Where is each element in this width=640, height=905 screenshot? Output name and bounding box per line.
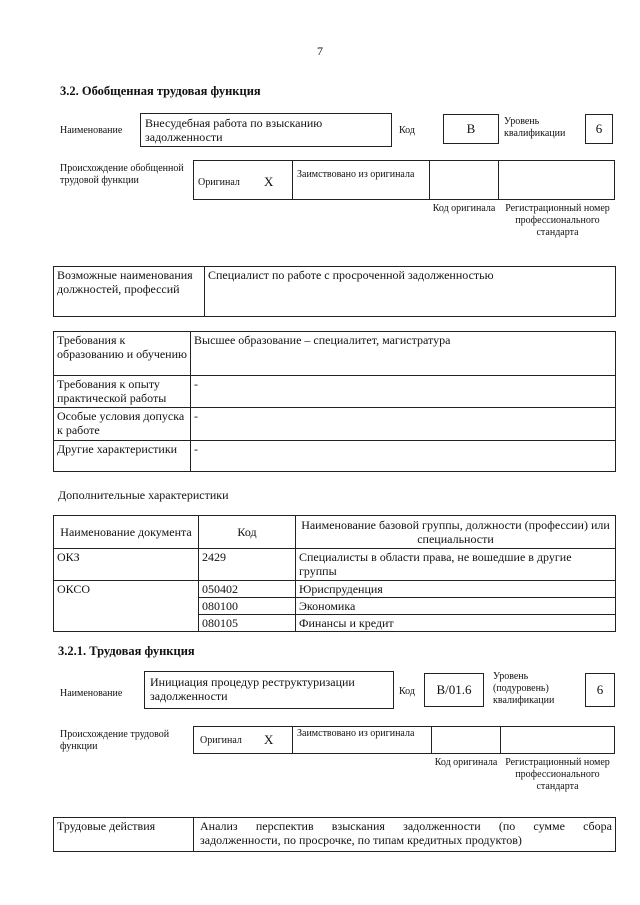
reg-number-caption: Регистрационный номер профессионального стандарта <box>505 757 610 792</box>
function-level-value: 6 <box>585 673 615 707</box>
table-cell-doc: ОКСО <box>54 581 199 632</box>
table-cell-name: Экономика <box>296 598 616 615</box>
code-value: B <box>443 114 499 144</box>
original-label: Оригинал <box>200 735 242 746</box>
name-value: Внесудебная работа по взысканию задолженности <box>145 116 323 144</box>
requirement-label: Другие характеристики <box>54 441 191 472</box>
code-label: Код <box>399 125 415 136</box>
labor-actions-line: Анализ перспектив взыскания задолженности (по сумме сбора <box>200 819 612 833</box>
requirement-label: Особые условия допуска к работе <box>54 408 191 441</box>
positions-table <box>53 266 616 317</box>
reg-number-caption: Регистрационный номер профессионального стандарта <box>505 203 610 238</box>
code-original-caption: Код оригинала <box>434 757 498 768</box>
code-label: Код <box>399 686 415 697</box>
level-value: 6 <box>585 114 613 144</box>
name-label: Наименование <box>60 125 123 136</box>
table-cell-name: Юриспруденция <box>296 581 616 598</box>
table-cell-code: 2429 <box>199 549 296 581</box>
borrowed-label: Заимствовано из оригинала <box>297 728 415 739</box>
table-cell-code: 080105 <box>199 615 296 632</box>
name-label: Наименование <box>60 688 123 699</box>
positions-value: Специалист по работе с просроченной задолженностью <box>205 267 616 317</box>
header-code: Код <box>199 516 296 549</box>
positions-label: Возможные наименования должностей, профессий <box>54 267 205 317</box>
origin-label: Происхождение трудовой функции <box>60 729 170 752</box>
function-name-box <box>144 671 394 709</box>
requirement-value: - <box>191 408 616 441</box>
header-document: Наименование документа <box>54 516 199 549</box>
requirement-value: Высшее образование – специалитет, магистратура <box>191 332 616 376</box>
labor-actions-table <box>53 817 616 852</box>
labor-actions-value <box>194 818 616 852</box>
labor-actions-label: Трудовые действия <box>54 818 194 852</box>
function-code-value: B/01.6 <box>424 673 484 707</box>
labor-actions-line: задолженности, по просрочке, по типам кредитных продуктов) <box>200 833 522 847</box>
original-label: Оригинал <box>198 177 240 188</box>
requirement-label: Требования к образованию и обучению <box>54 332 191 376</box>
requirement-label: Требования к опыту практической работы <box>54 376 191 408</box>
additional-table <box>53 515 616 632</box>
table-cell-name: Специалисты в области права, не вошедшие в другие группы <box>296 549 616 581</box>
table-cell-code: 080100 <box>199 598 296 615</box>
table-cell-doc: ОКЗ <box>54 549 199 581</box>
name-value-box <box>140 113 392 147</box>
requirement-value: - <box>191 376 616 408</box>
section-heading-general: 3.2. Обобщенная трудовая функция <box>60 84 261 98</box>
function-name-value: Инициация процедур реструктуризации задолженности <box>150 675 355 703</box>
header-name: Наименование базовой группы, должности (профессии) или специальности <box>296 516 616 549</box>
section-heading-function: 3.2.1. Трудовая функция <box>58 644 195 658</box>
table-cell-code: 050402 <box>199 581 296 598</box>
borrowed-label: Заимствовано из оригинала <box>297 169 415 180</box>
original-mark: X <box>264 174 274 189</box>
requirements-table <box>53 331 616 472</box>
origin-table <box>193 160 615 200</box>
level-label: Уровень (подуровень) квалификации <box>493 671 555 706</box>
origin-label: Происхождение обобщенной трудовой функции <box>60 163 184 186</box>
level-label: Уровень квалификации <box>504 116 566 139</box>
function-origin-table <box>193 726 615 754</box>
table-cell-name: Финансы и кредит <box>296 615 616 632</box>
additional-title: Дополнительные характеристики <box>58 488 229 502</box>
page-number: 7 <box>317 44 323 58</box>
requirement-value: - <box>191 441 616 472</box>
original-mark: X <box>264 732 274 747</box>
code-original-caption: Код оригинала <box>432 203 496 214</box>
